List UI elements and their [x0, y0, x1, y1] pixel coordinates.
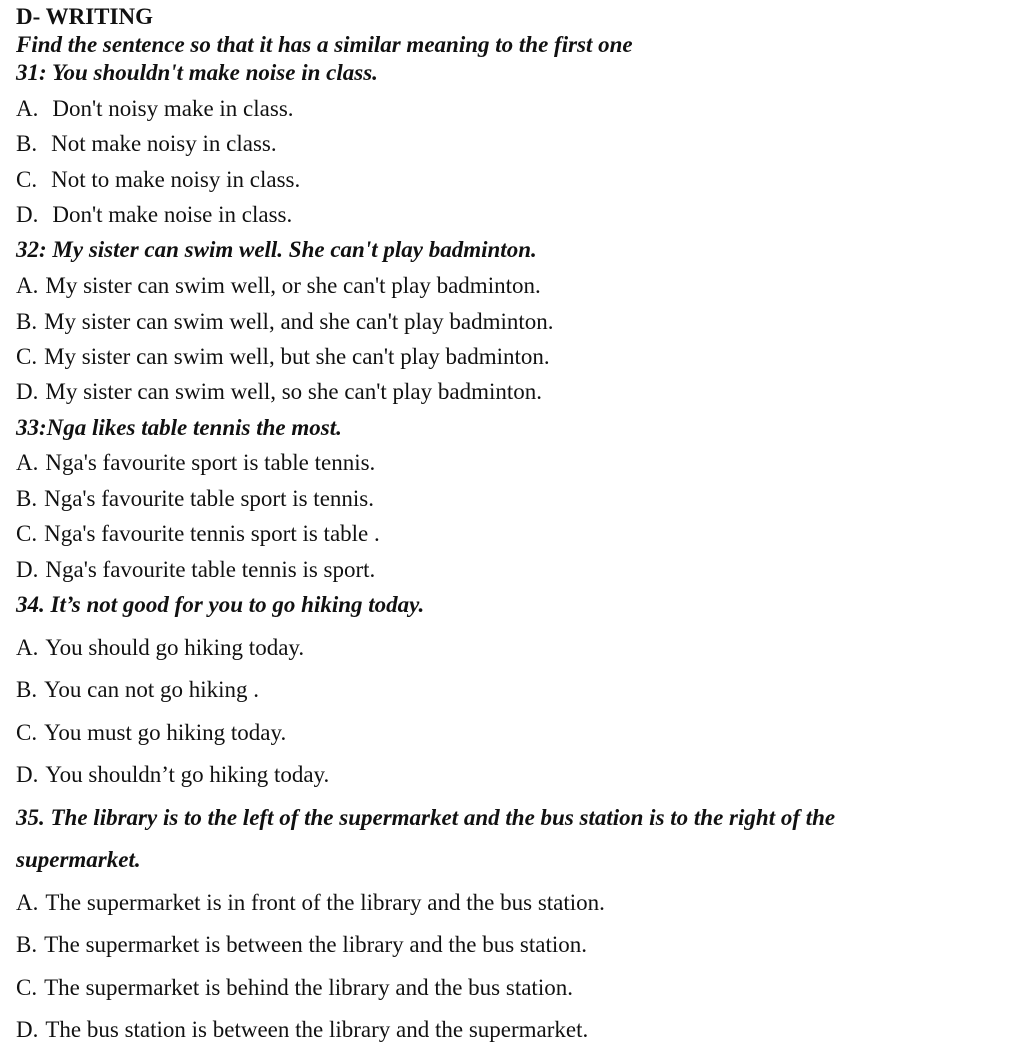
option-text: Don't noisy make in class.: [52, 96, 294, 121]
question-31-option-b: [16, 129, 277, 159]
question-34-prompt: 34. It’s not good for you to go hiking today.: [16, 592, 425, 617]
option-letter: B.: [16, 932, 38, 957]
option-letter: B.: [16, 131, 38, 156]
option-letter: D.: [16, 762, 39, 787]
option-letter: B.: [16, 677, 38, 702]
option-text: Nga's favourite table tennis is sport.: [45, 557, 376, 582]
option-letter: A.: [16, 96, 39, 121]
option-text: Nga's favourite tennis sport is table .: [44, 521, 380, 546]
question-35-option-c: [16, 973, 573, 1003]
section-title: D- WRITING: [16, 4, 153, 29]
question-31-option-a: [16, 94, 294, 124]
option-letter: A.: [16, 273, 39, 298]
option-letter: D.: [16, 379, 39, 404]
option-letter: D.: [16, 202, 39, 227]
option-text: The supermarket is between the library and the bus station.: [44, 932, 587, 957]
question-33-option-a: [16, 448, 375, 478]
option-text: The bus station is between the library and the supermarket.: [45, 1017, 589, 1042]
option-letter: A.: [16, 890, 39, 915]
question-33-prompt: 33:Nga likes table tennis the most.: [16, 415, 342, 440]
option-text: Not to make noisy in class.: [51, 167, 301, 192]
option-text: My sister can swim well, or she can't play badminton.: [45, 273, 541, 298]
option-text: The supermarket is behind the library and the bus station.: [44, 975, 573, 1000]
option-text: My sister can swim well, and she can't play badminton.: [44, 309, 554, 334]
question-34-option-c: [16, 718, 286, 748]
question-34-option-d: [16, 760, 329, 790]
question-34-option-b: [16, 675, 259, 705]
question-32-prompt: 32: My sister can swim well. She can't play badminton.: [16, 237, 537, 262]
question-35-option-a: [16, 888, 605, 918]
option-text: Not make noisy in class.: [51, 131, 277, 156]
question-33-option-c: [16, 519, 380, 549]
option-text: Nga's favourite sport is table tennis.: [45, 450, 376, 475]
option-letter: D.: [16, 1017, 39, 1042]
question-32-option-c: [16, 342, 550, 372]
question-35-option-d: [16, 1015, 588, 1045]
option-text: You should go hiking today.: [45, 635, 305, 660]
option-letter: A.: [16, 635, 39, 660]
option-letter: B.: [16, 309, 38, 334]
option-letter: B.: [16, 486, 38, 511]
option-letter: C.: [16, 521, 38, 546]
question-32-option-d: [16, 377, 542, 407]
option-text: Don't make noise in class.: [52, 202, 293, 227]
question-31-option-c: [16, 165, 300, 195]
option-letter: A.: [16, 450, 39, 475]
option-letter: C.: [16, 720, 38, 745]
question-34-option-a: [16, 633, 304, 663]
question-33-option-b: [16, 484, 374, 514]
option-letter: C.: [16, 167, 38, 192]
option-text: My sister can swim well, but she can't play badminton.: [44, 344, 550, 369]
question-32-option-b: [16, 307, 554, 337]
option-text: My sister can swim well, so she can't play badminton.: [45, 379, 543, 404]
question-35-prompt: 35. The library is to the left of the supermarket and the bus station is to the right of the: [16, 805, 836, 830]
question-33-option-d: [16, 555, 375, 585]
option-text: You can not go hiking .: [44, 677, 259, 702]
option-text: The supermarket is in front of the library and the bus station.: [45, 890, 605, 915]
question-31-option-d: [16, 200, 292, 230]
option-text: You shouldn’t go hiking today.: [45, 762, 330, 787]
question-31-prompt: 31: You shouldn't make noise in class.: [16, 60, 378, 85]
option-letter: C.: [16, 344, 38, 369]
option-text: You must go hiking today.: [44, 720, 287, 745]
question-35-prompt-continued: supermarket.: [16, 847, 141, 872]
question-32-option-a: [16, 271, 541, 301]
option-letter: D.: [16, 557, 39, 582]
instruction-text: Find the sentence so that it has a similar meaning to the first one: [16, 32, 633, 57]
option-letter: C.: [16, 975, 38, 1000]
question-35-option-b: [16, 930, 587, 960]
option-text: Nga's favourite table sport is tennis.: [44, 486, 374, 511]
